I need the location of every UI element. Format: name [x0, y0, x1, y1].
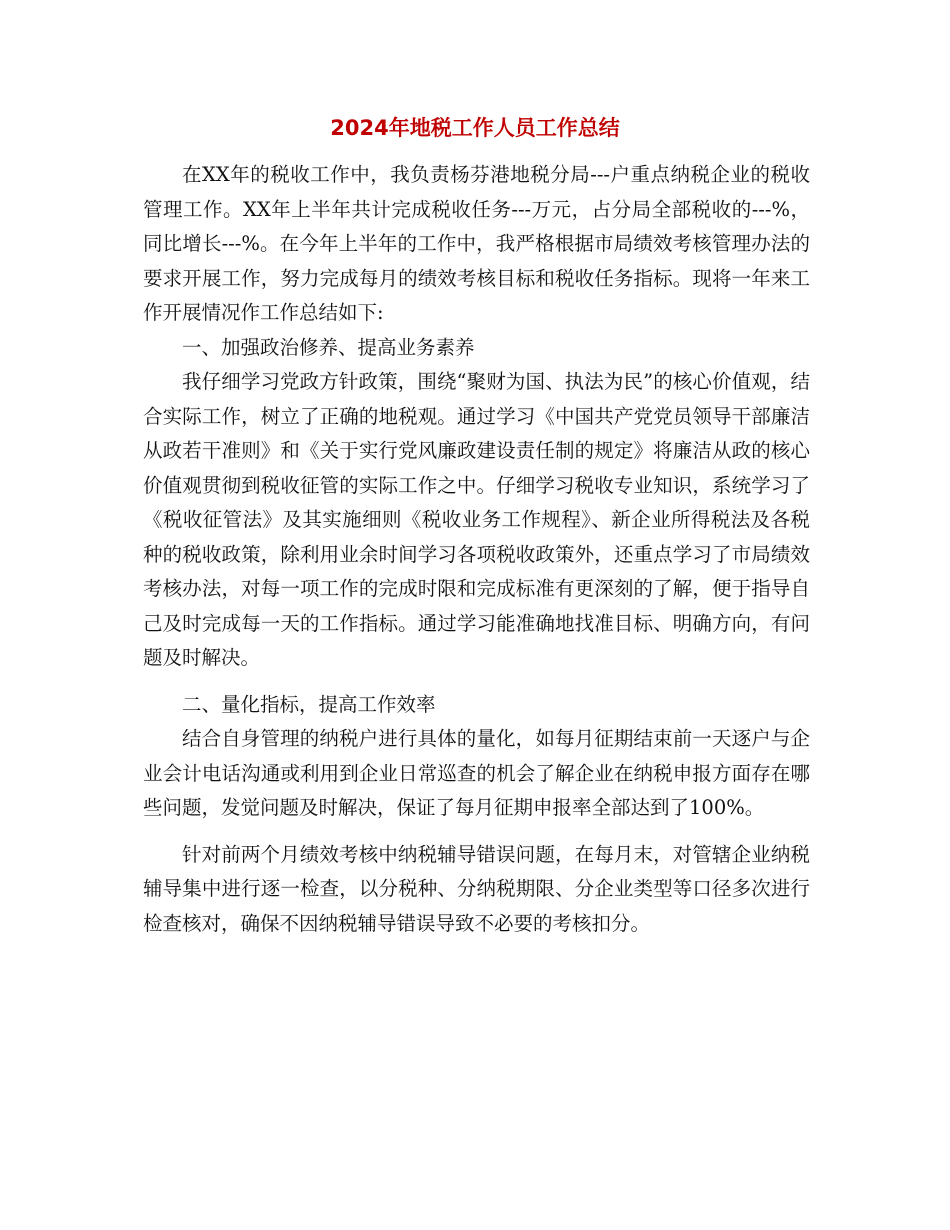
- section-2-paragraph-1: 结合自身管理的纳税户进行具体的量化，如每月征期结束前一天逐户与企业会计电话沟通或利用到企业日常巡查的机会了解企业在纳税申报方面存在哪些问题，发觉问题及时解决，保证了每月征期申报率全部达到了100%。: [143, 727, 810, 819]
- section-1-paragraph: 我仔细学习党政方针政策，围绕“聚财为国、执法为民”的核心价值观，结合实际工作，树立了正确的地税观。通过学习《中国共产党党员领导干部廉洁从政若干准则》和《关于实行党风廉政建设责任制的规定》将廉洁从政的核心价值观贯彻到税收征管的实际工作之中。仔细学习税收专业知识，系统学习了《税收征管法》及其实施细则《税收业务工作规程》、新企业所得税法及各税种的税收政策，除利用业余时间学习各项税收政策外，还重点学习了市局绩效考核办法，对每一项工作的完成时限和完成标准有更深刻的了解，便于指导自己及时完成每一天的工作指标。通过学习能准确地找准目标、明确方向，有问题及时解决。: [143, 370, 810, 669]
- section-heading-2: 二、量化指标，提高工作效率: [182, 692, 436, 716]
- intro-paragraph: 在XX年的税收工作中，我负责杨芬港地税分局---户重点纳税企业的税收管理工作。XX年上半年共计完成税收任务---万元，占分局全部税收的---%，同比增长---%。在今年上半年的工作中，我严格根据市局绩效考核管理办法的要求开展工作，努力完成每月的绩效考核目标和税收任务指标。现将一年来工作开展情况作工作总结如下:: [143, 163, 810, 324]
- section-heading-1: 一、加强政治修养、提高业务素养: [182, 335, 475, 359]
- document-title: 2024年地税工作人员工作总结: [330, 116, 620, 140]
- section-2-paragraph-2: 针对前两个月绩效考核中纳税辅导错误问题，在每月末，对管辖企业纳税辅导集中进行逐一检查，以分税种、分纳税期限、分企业类型等口径多次进行检查核对，确保不因纳税辅导错误导致不必要的考核扣分。: [143, 842, 810, 935]
- document-body: [143, 158, 810, 941]
